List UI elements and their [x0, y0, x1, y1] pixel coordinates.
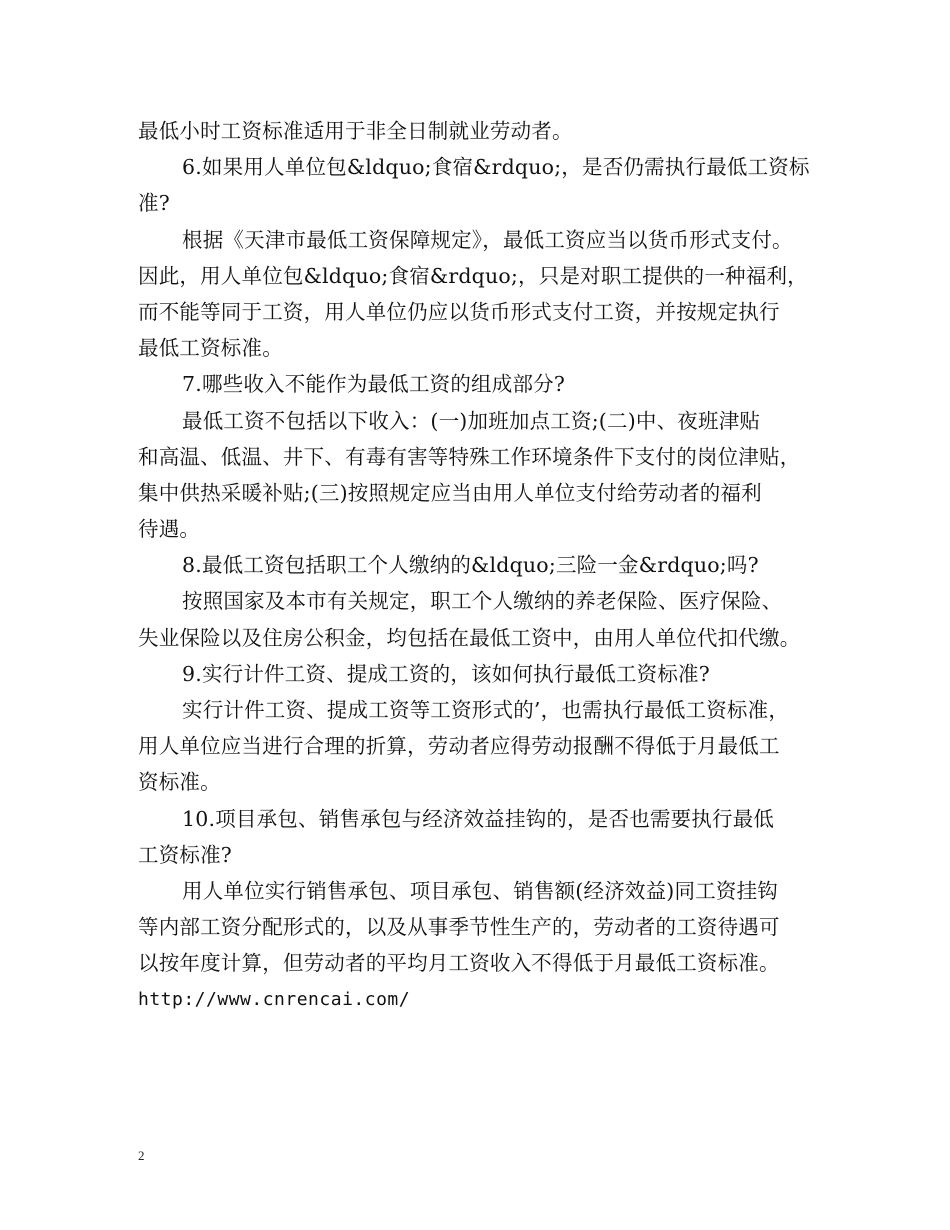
- paragraph-line: 实行计件工资、提成工资等工资形式的’，也需执行最低工资标准，: [182, 698, 790, 722]
- paragraph-line: 准?: [138, 191, 170, 216]
- paragraph-line: 按照国家及本市有关规定，职工个人缴纳的养老保险、医疗保险、: [182, 589, 783, 614]
- document-body: [138, 113, 828, 1018]
- source-url: http://www.cnrencai.com/: [138, 988, 411, 1010]
- paragraph-line: 失业保险以及住房公积金，均包括在最低工资中，由用人单位代扣代缴。: [138, 625, 801, 650]
- paragraph-line: 等内部工资分配形式的，以及从事季节性生产的，劳动者的工资待遇可: [138, 915, 780, 940]
- paragraph-line: 资标准。: [138, 770, 221, 795]
- paragraph-line: 最低小时工资标准适用于非全日制就业劳动者。: [138, 119, 573, 143]
- question-heading: 8.最低工资包括职工个人缴纳的&ldquo;三险一金&rdquo;吗?: [182, 553, 759, 578]
- paragraph-line: 以按年度计算，但劳动者的平均月工资收入不得低于月最低工资标准。: [138, 951, 780, 976]
- paragraph-line: 根据《天津市最低工资保障规定》，最低工资应当以货币形式支付。: [182, 227, 793, 252]
- question-heading: 9.实行计件工资、提成工资的，该如何执行最低工资标准?: [182, 661, 710, 686]
- paragraph-line: 和高温、低温、井下、有毒有害等特殊工作环境条件下支付的岗位津贴，: [138, 444, 801, 469]
- question-heading: 10.项目承包、销售承包与经济效益挂钩的，是否也需要执行最低: [182, 806, 775, 831]
- paragraph-line: 用人单位实行销售承包、项目承包、销售额(经济效益)同工资挂钩: [182, 878, 778, 903]
- page-number: 2: [138, 1148, 145, 1163]
- paragraph-line: 最低工资不包括以下收入：(一)加班加点工资;(二)中、夜班津贴: [182, 408, 761, 433]
- paragraph-line: 用人单位应当进行合理的折算，劳动者应得劳动报酬不得低于月最低工: [138, 734, 780, 759]
- paragraph-line: 待遇。: [138, 517, 201, 542]
- paragraph-line: 最低工资标准。: [138, 336, 283, 361]
- paragraph-line: 因此，用人单位包&ldquo;食宿&rdquo;，只是对职工提供的一种福利，: [138, 263, 808, 288]
- paragraph-line: 集中供热采暖补贴;(三)按照规定应当由用人单位支付给劳动者的福利: [138, 480, 762, 505]
- question-heading: 7.哪些收入不能作为最低工资的组成部分?: [182, 372, 566, 397]
- paragraph-line: 工资标准?: [138, 842, 232, 867]
- question-heading: 6.如果用人单位包&ldquo;食宿&rdquo;，是否仍需执行最低工资标: [182, 155, 810, 180]
- paragraph-line: 而不能等同于工资，用人单位仍应以货币形式支付工资，并按规定执行: [138, 299, 780, 324]
